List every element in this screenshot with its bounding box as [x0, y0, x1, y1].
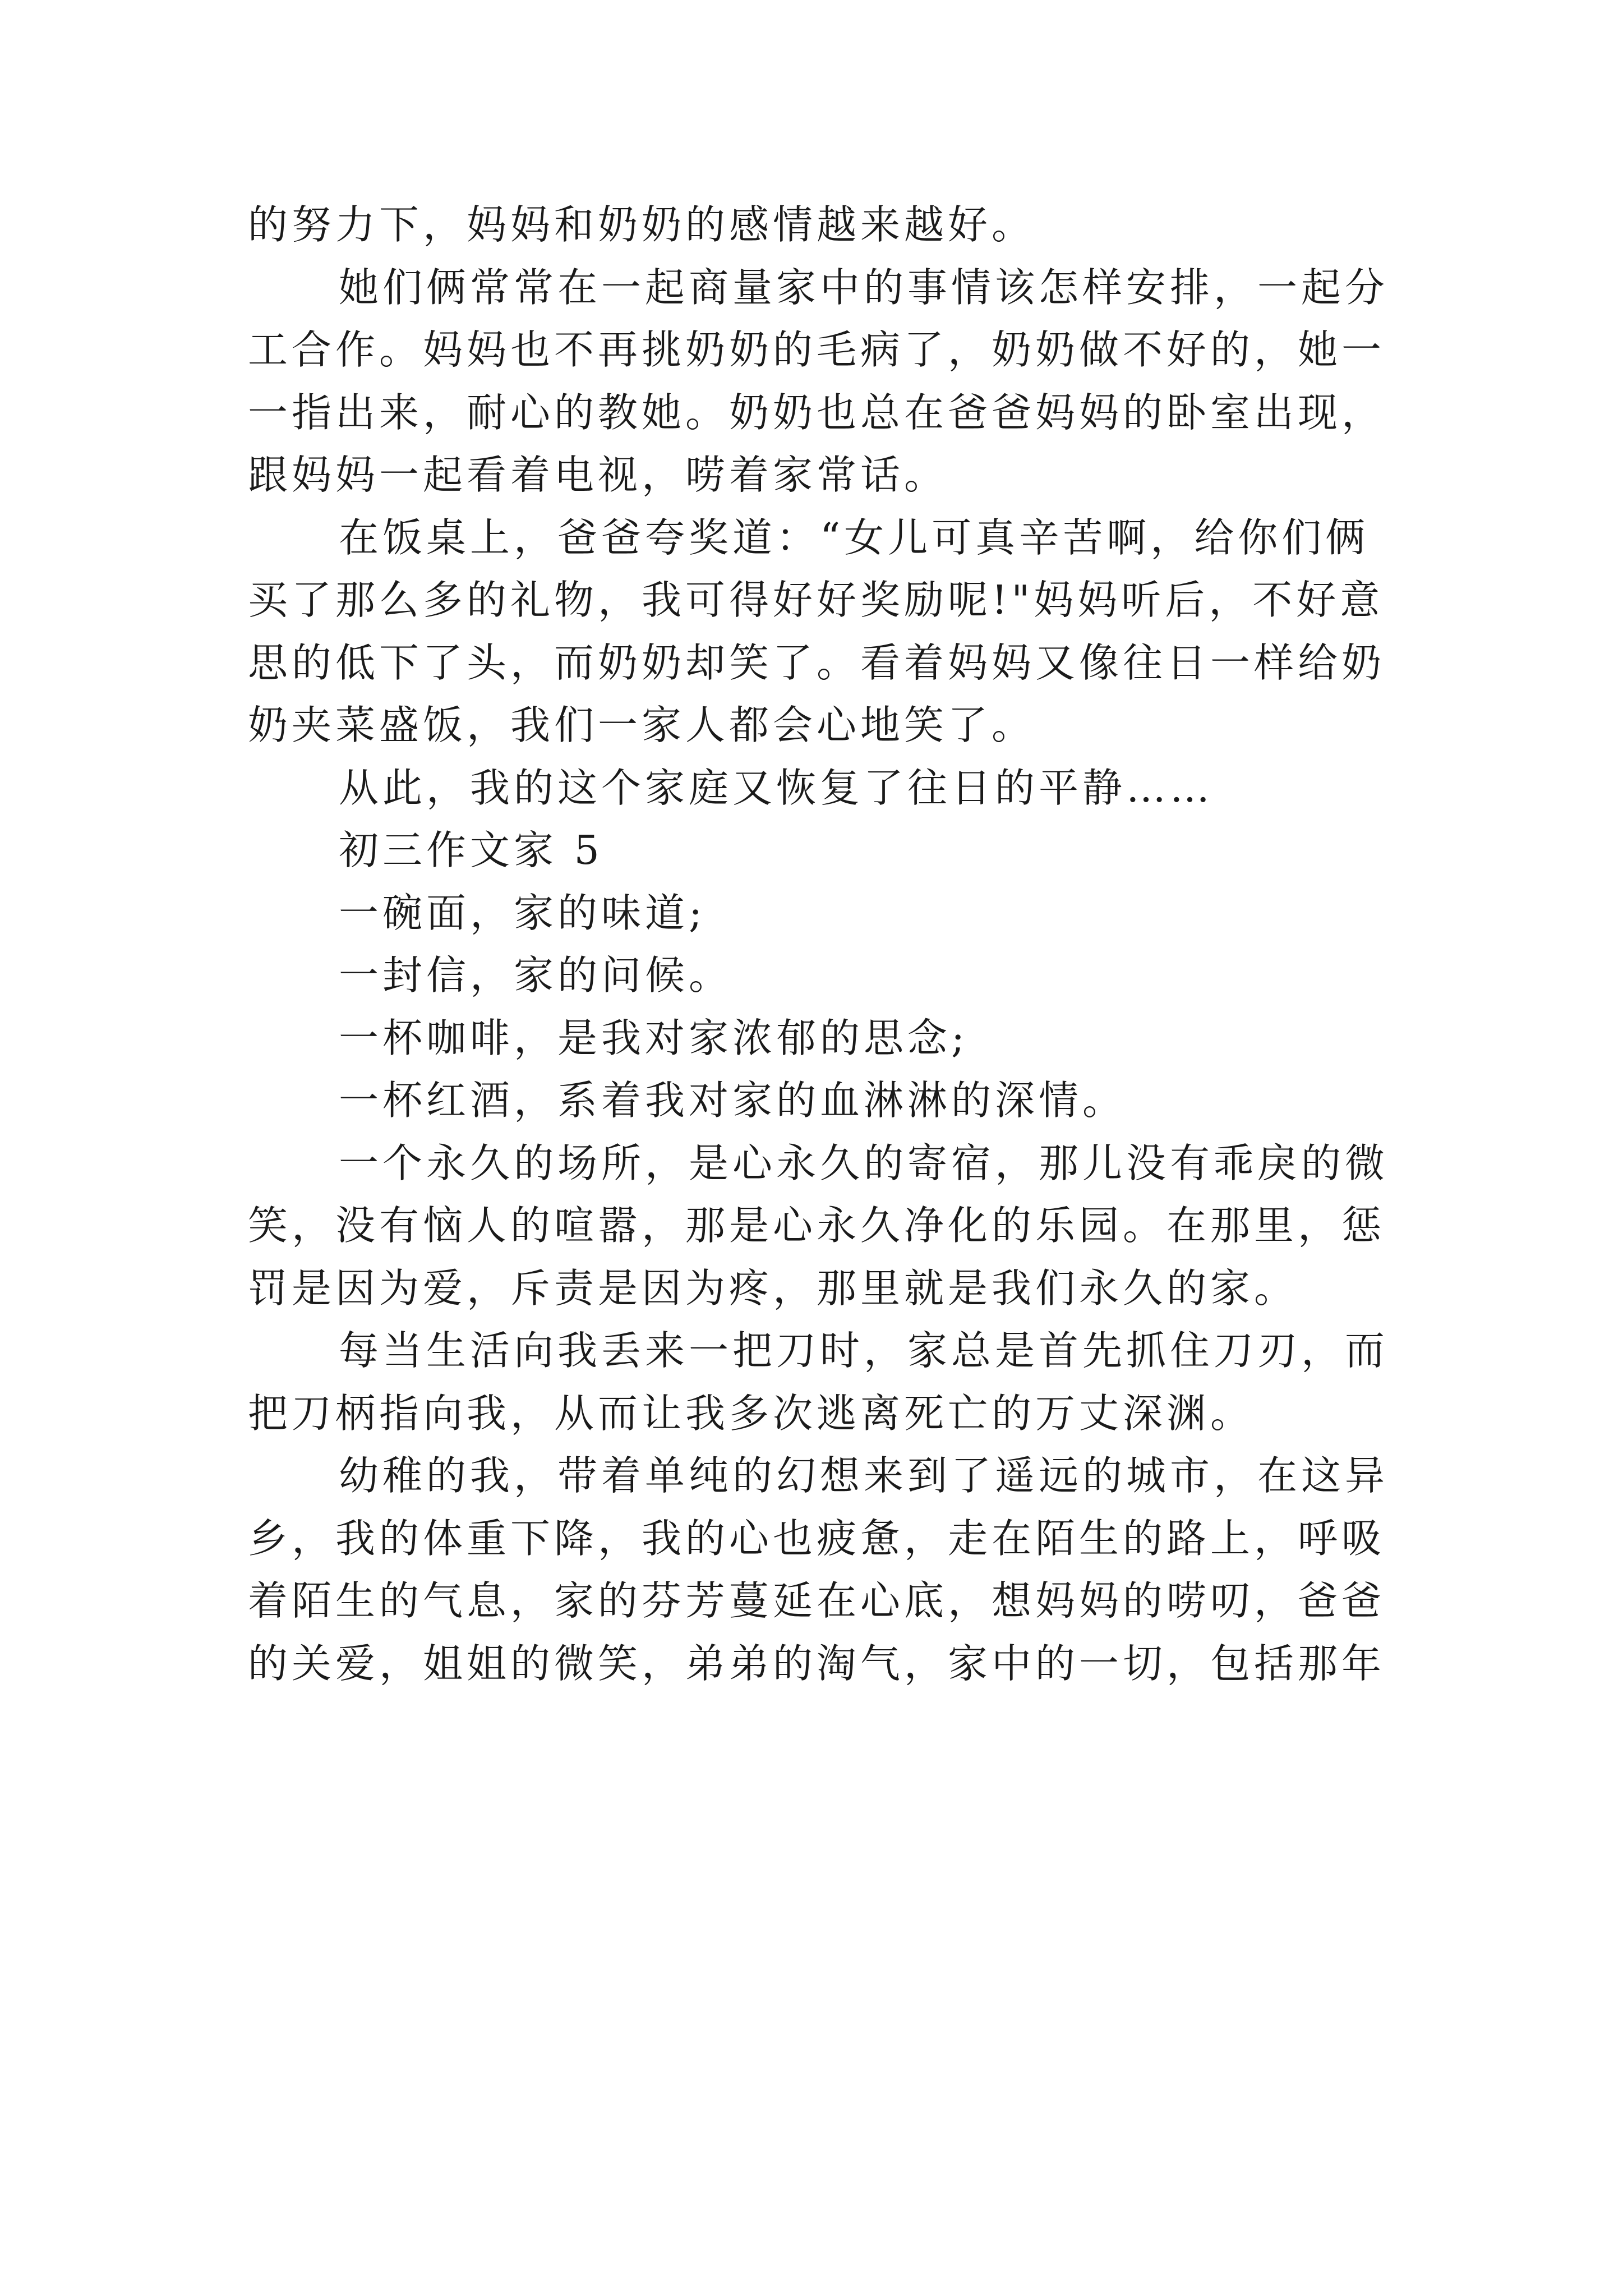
- text-line: 跟妈妈一起看着电视，唠着家常话。: [248, 452, 948, 498]
- text-line: 她们俩常常在一起商量家中的事情该怎样安排，一起分: [339, 264, 1389, 311]
- document-body: [248, 194, 1392, 1695]
- text-line: 的努力下，妈妈和奶奶的感情越来越好。: [248, 201, 1036, 248]
- text-line: 着陌生的气息，家的芬芳蔓延在心底，想妈妈的唠叨，爸爸: [248, 1577, 1386, 1624]
- section-heading: 初三作文家 5: [339, 827, 603, 873]
- text-line: 每当生活向我丢来一把刀时，家总是首先抓住刀刃，而: [339, 1327, 1389, 1374]
- text-line: 一杯咖啡，是我对家浓郁的思念;: [339, 1014, 969, 1061]
- text-line: 工合作。妈妈也不再挑奶奶的毛病了，奶奶做不好的，她一: [248, 326, 1386, 373]
- text-line: 从此，我的这个家庭又恢复了往日的平静……: [339, 764, 1214, 811]
- text-line: 买了那么多的礼物，我可得好好奖励呢!"妈妈听后，不好意: [248, 577, 1384, 623]
- text-line: 一杯红酒，系着我对家的血淋淋的深情。: [339, 1077, 1127, 1124]
- text-line: 思的低下了头，而奶奶却笑了。看着妈妈又像往日一样给奶: [248, 639, 1386, 686]
- text-line: 乡，我的体重下降，我的心也疲惫，走在陌生的路上，呼吸: [248, 1515, 1386, 1562]
- text-line: 一指出来，耐心的教她。奶奶也总在爸爸妈妈的卧室出现，: [248, 389, 1386, 436]
- text-line: 在饭桌上，爸爸夸奖道：“女儿可真辛苦啊，给你们俩: [339, 514, 1370, 561]
- text-line: 一碗面，家的味道;: [339, 889, 706, 936]
- text-line: 笑，没有恼人的喧嚣，那是心永久净化的乐园。在那里，惩: [248, 1202, 1386, 1249]
- text-line: 幼稚的我，带着单纯的幻想来到了遥远的城市，在这异: [339, 1452, 1389, 1499]
- text-line: 的关爱，姐姐的微笑，弟弟的淘气，家中的一切，包括那年: [248, 1640, 1386, 1687]
- text-line: 一个永久的场所，是心永久的寄宿，那儿没有乖戾的微: [339, 1139, 1389, 1186]
- text-line: 一封信，家的问候。: [339, 952, 733, 999]
- text-line: 罚是因为爱，斥责是因为疼，那里就是我们永久的家。: [248, 1264, 1298, 1312]
- text-line: 奶夹菜盛饭，我们一家人都会心地笑了。: [248, 702, 1036, 748]
- text-line: 把刀柄指向我，从而让我多次逃离死亡的万丈深渊。: [248, 1389, 1255, 1437]
